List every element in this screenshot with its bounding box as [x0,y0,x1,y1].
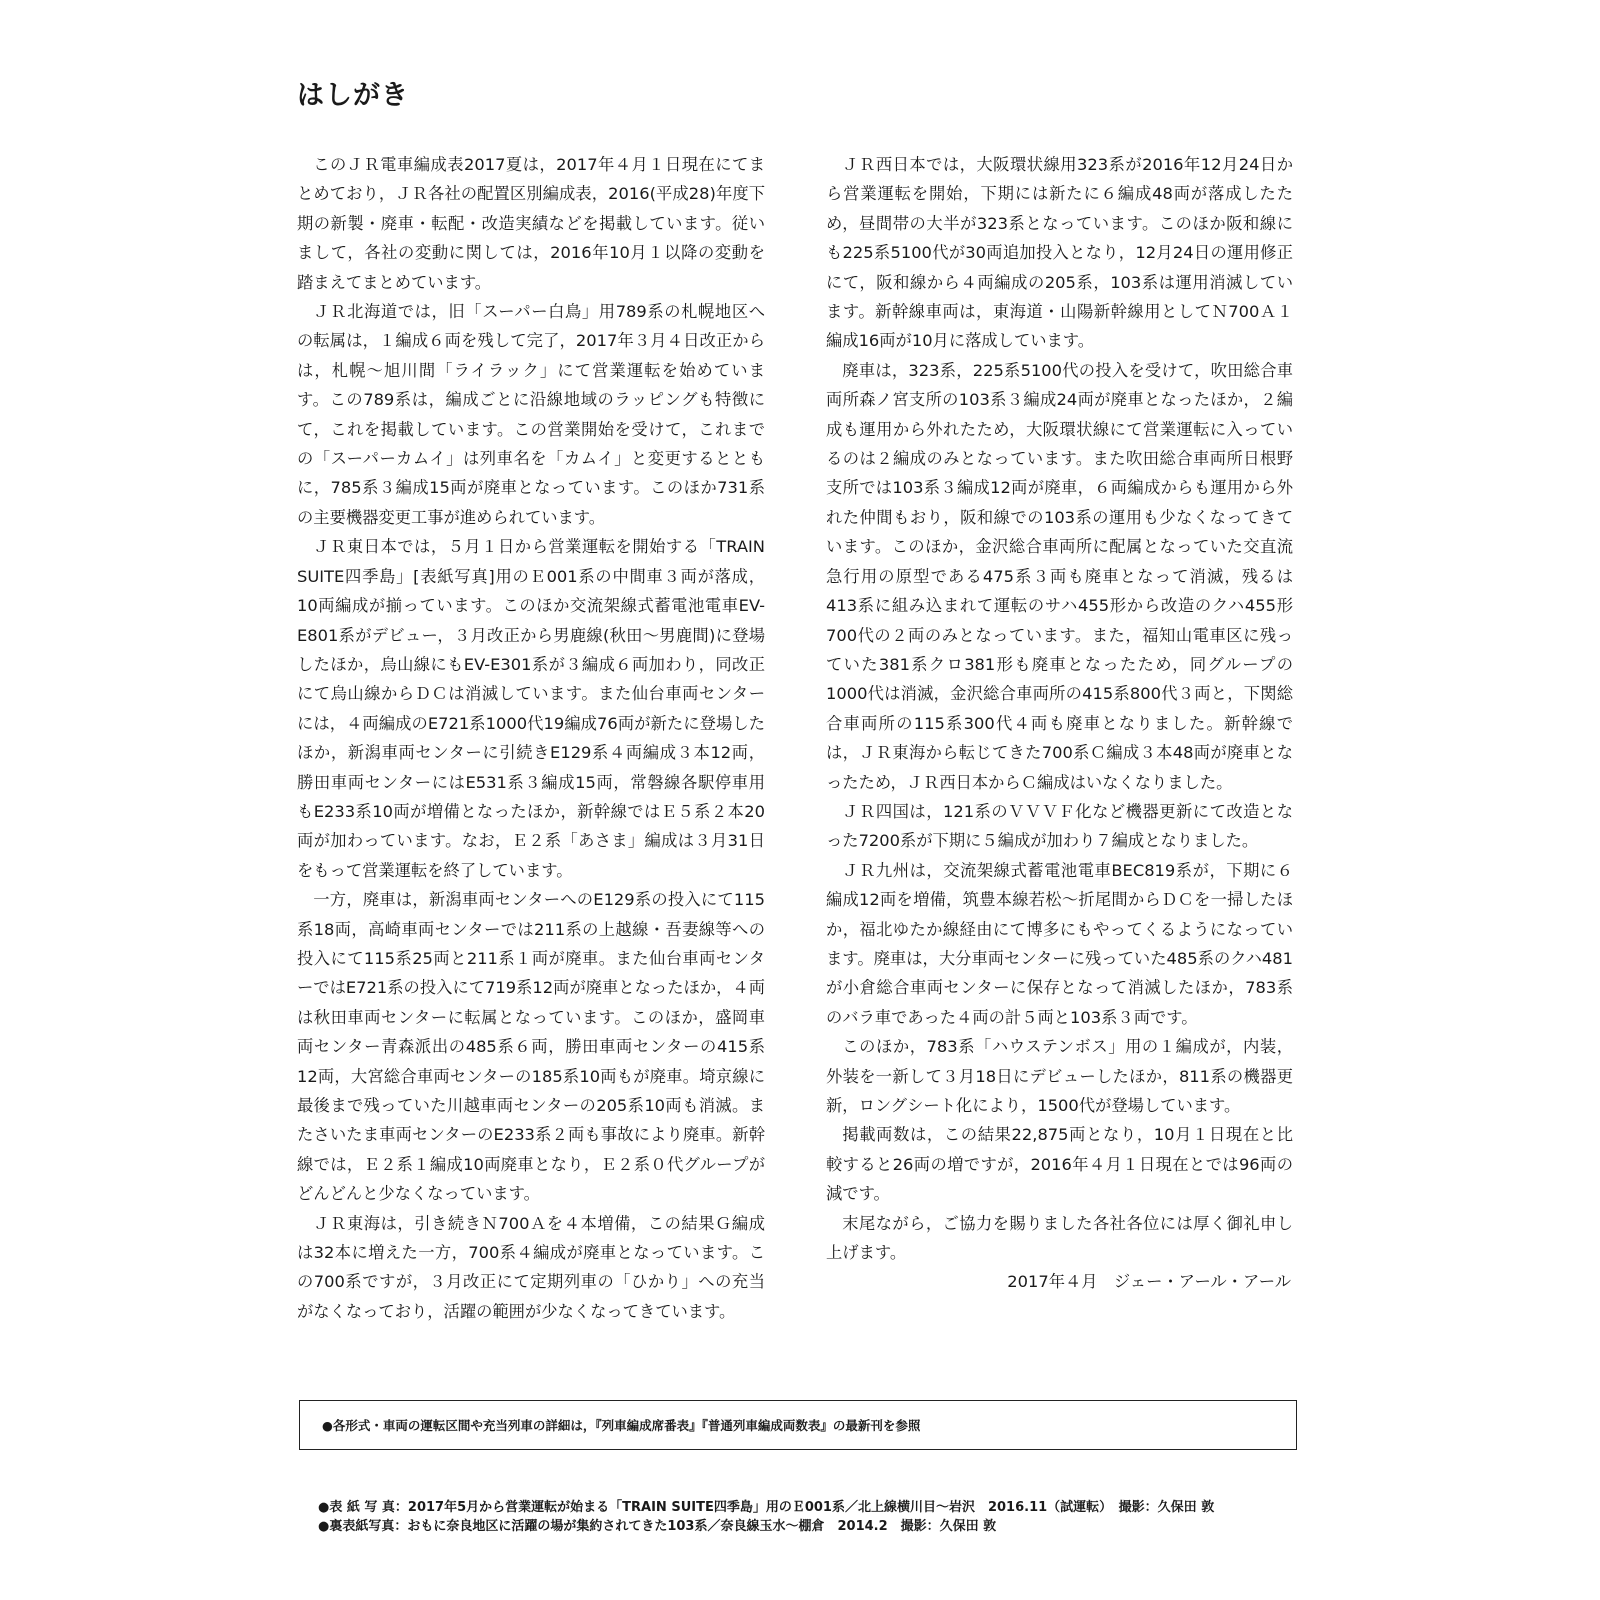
paragraph-jr-kyushu: ＪＲ九州は，交流架線式蓄電池電車BEC819系が，下期に６編成12両を増備，筑豊本線若松～折尾間からＤＣを一掃したほか，福北ゆたか線経由にて博多にもやってくるようになっています。廃車は，大分車両センターに残っていた485系のクハ481が小倉総合車両センターに保存となって消滅したほか，783系のバラ車であった４両の計５両と103系３両です。 [826,860,1293,1027]
cover-photo-notes [318,1498,1214,1536]
paragraph-jr-kyushu-other: このほか，783系「ハウステンボス」用の１編成が，内装，外装を一新して３月18日にデビューしたほか，811系の機器更新，ロングシート化により，1500代が登場しています。 [826,1037,1293,1115]
paragraph-jr-east: ＪＲ東日本では，５月１日から営業運転を開始する「TRAIN SUITE四季島」[表紙写真]用のＥ001系の中間車３両が落成，10両編成が揃っています。このほか交流架線式蓄電池電車EV-E801系がデビュー，３月改正から男鹿線(秋田～男鹿間)に登場したほか，烏山線にもEV-E301系が３編成６両加わり，同改正にて烏山線からＤＣは消滅しています。また仙台車両センターには，４両編成のE721系1000代19編成76両が新たに登場したほか，新潟車両センターに引続きE129系４両編成３本12両，勝田車両センターにはE531系３編成15両，常磐線各駅停車用もE233系10両が増備となったほか，新幹線ではＥ５系２本20両が加わっています。なお，Ｅ２系「あさま」編成は３月31日をもって営業運転を終了しています。 [297,537,765,880]
reference-notice-text: ●各形式・車両の運転区間や充当列車の詳細は，『列車編成席番表』『普通列車編成両数表』の最新刊を参照 [322,1418,921,1433]
paragraph-jr-shikoku: ＪＲ四国は，121系のＶＶＶＦ化など機器更新にて改造となった7200系が下期に５編成が加わり７編成となりました。 [826,801,1293,851]
paragraph-jr-east-retirements: 一方，廃車は，新潟車両センターへのE129系の投入にて115系18両，高崎車両センターでは211系の上越線・吾妻線等への投入にて115系25両と211系１両が廃車。また仙台車両センターではE721系の投入にて719系12両が廃車となったほか，４両は秋田車両センターに転属となっています。このほか，盛岡車両センター青森派出の485系６両，勝田車両センターの415系12両，大宮総合車両センターの185系10両もが廃車。埼京線に最後まで残っていた川越車両センターの205系10両も消滅。またさいたま車両センターのE233系２両も事故により廃車。新幹線では，Ｅ２系１編成10両廃車となり，Ｅ２系０代グループがどんどんと少なくなっています。 [297,890,765,1204]
paragraph-intro: このＪＲ電車編成表2017夏は，2017年４月１日現在にてまとめており，ＪＲ各社の配置区別編成表，2016(平成28)年度下期の新製・廃車・転配・改造実績などを掲載しています。従いまして，各社の変動に関しては，2016年10月１以降の変動を踏まえてまとめています。 [297,155,765,292]
paragraph-total-count: 掲載両数は，この結果22,875両となり，10月１日現在と比較すると26両の増ですが，2016年４月１日現在とでは96両の減です。 [826,1125,1293,1204]
paragraph-jr-hokkaido: ＪＲ北海道では，旧「スーパー白鳥」用789系の札幌地区への転属は，１編成６両を残して完了，2017年３月４日改正からは，札幌～旭川間「ライラック」にて営業運転を始めています。この789系は，編成ごとに沿線地域のラッピングも特徴にて，これを掲載しています。この営業開始を受けて，これまでの「スーパーカムイ」は列車名を「カムイ」と変更するとともに，785系３編成15両が廃車となっています。このほか731系の主要機器変更工事が進められています。 [297,302,765,527]
signature: 2017年４月 ジェー・アール・アール [1007,1272,1291,1292]
front-cover-note: ●表 紙 写 真：2017年5月から営業運転が始まる「TRAIN SUITE四季島」用のＥ001系／北上線横川目～岩沢 2016.11（試運転） 撮影：久保田 敦 [318,1500,1215,1515]
left-column [297,150,765,1326]
paragraph-jr-central: ＪＲ東海は，引き続きＮ700Ａを４本増備，この結果Ｇ編成は32本に増えた一方，700系４編成が廃車となっています。この700系ですが，３月改正にて定期列車の「ひかり」への充当がなくなっており，活躍の範囲が少なくなってきています。 [297,1213,765,1321]
page-title: はしがき [297,80,409,111]
right-column [826,150,1293,1297]
back-cover-note: ●裏表紙写真：おもに奈良地区に活躍の場が集約されてきた103系／奈良線玉水～棚倉 2014.2 撮影：久保田 敦 [318,1519,997,1534]
paragraph-jr-west-retirements: 廃車は，323系，225系5100代の投入を受けて，吹田総合車両所森ノ宮支所の103系３編成24両が廃車となったほか，２編成も運用から外れたため，大阪環状線にて営業運転に入っているのは２編成のみとなっています。また吹田総合車両所日根野支所では103系３編成12両が廃車，６両編成からも運用から外れた仲間もおり，阪和線での103系の運用も少なくなってきています。このほか，金沢総合車両所に配属となっていた交直流急行用の原型である475系３両も廃車となって消滅，残るは413系に組み込まれて運転のサハ455形から改造のクハ455形700代の２両のみとなっています。また，福知山電車区に残っていた381系クロ381形も廃車となったため，同グループの1000代は消滅，金沢総合車両所の415系800代３両と，下関総合車両所の115系300代４両も廃車となりました。新幹線では，ＪＲ東海から転じてきた700系Ｃ編成３本48両が廃車となったため，ＪＲ西日本からＣ編成はいなくなりました。 [826,360,1293,792]
reference-notice-box [299,1400,1297,1450]
paragraph-jr-west: ＪＲ西日本では，大阪環状線用323系が2016年12月24日から営業運転を開始，下期には新たに６編成48両が落成したため，昼間帯の大半が323系となっています。このほか阪和線にも225系5100代が30両追加投入となり，12月24日の運用修正にて，阪和線から４両編成の205系，103系は運用消滅しています。新幹線車両は，東海道・山陽新幹線用としてＮ700Ａ１編成16両が10月に落成しています。 [826,155,1293,351]
paragraph-closing: 末尾ながら，ご協力を賜りました各社各位には厚く御礼申し上げます。 [826,1213,1293,1263]
